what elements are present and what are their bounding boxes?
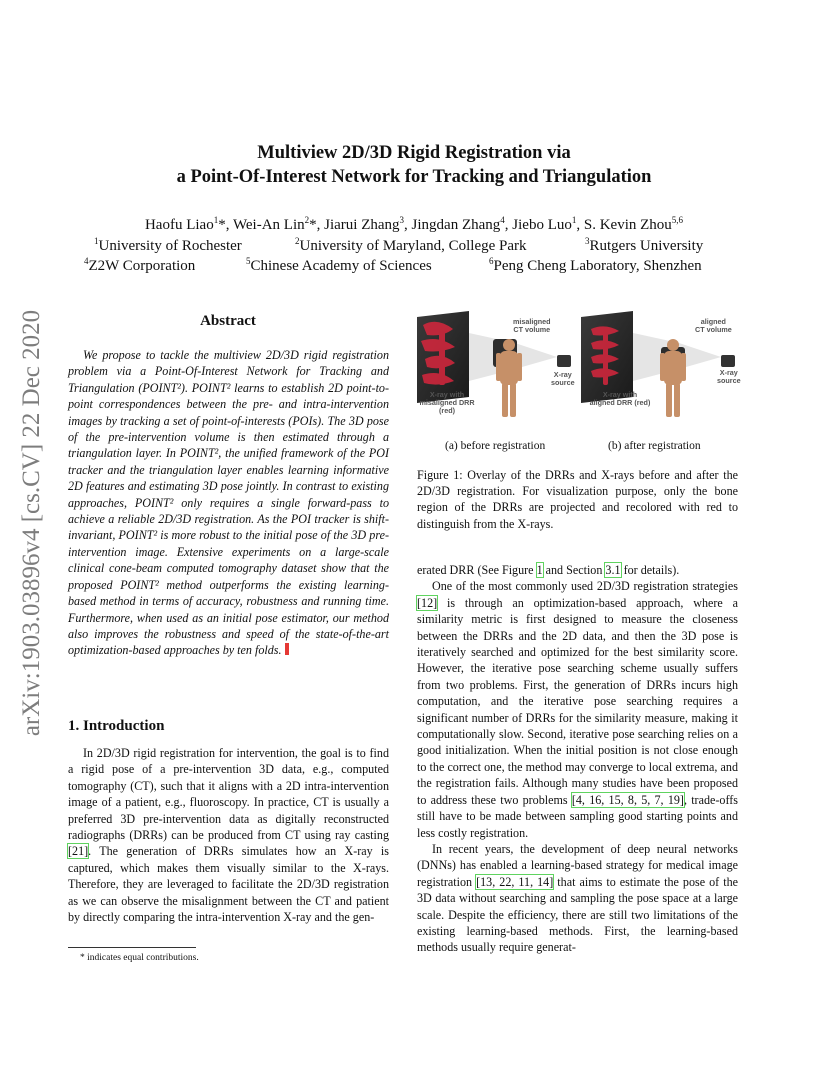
footnote: * indicates equal contributions. [80,953,199,963]
intro-paragraph: In 2D/3D rigid registration for intervention, the goal is to find a rigid pose of a pre-intervention 3D data, e.g., computed tomography (CT), such that it aligns with a 2D intra-intervention image of a patient, e.g., fluoroscopy. In practice, CT is usually a preferred 3D pre-intervention data as digitally reconstructed radiographs (DRRs) can be produced from CT using ray casting [21]. The generation of DRRs simulates how an X-ray is captured, which makes them visually similar to the X-rays. Therefore, they are leveraged to facilitate the 2D/3D registration as we can observe the misalignment between the CT and patient by directly comparing the intra-intervention X-ray and the gen- [68,746,389,925]
paper-title [0,141,828,189]
citation-link[interactable]: [21] [68,844,89,859]
affiliation: $^5$Chinese Academy of Sciences [246,256,432,274]
footnote-rule [68,947,196,948]
source-label: X-ray source [551,370,575,387]
author-list [0,216,828,236]
abstract-body [68,347,389,659]
xray-source [721,355,735,367]
affiliation: $^4$Z2W Corporation [84,256,196,274]
affiliation: $^6$Peng Cheng Laboratory, Shenzhen [489,256,702,274]
citation-link[interactable]: [12] [417,595,438,610]
affiliation: $^3$Rutgers University [585,236,704,254]
volume-label: aligned CT volume [695,317,732,334]
arxiv-stamp-text: arXiv:1903.03896v4 [cs.CV] 22 Dec 2020 [18,309,45,736]
drr-label: X-ray with misaligned DRR (red) [419,390,475,415]
body-paragraph: In recent years, the development of deep neural networks (DNNs) has enabled a learning-based strategy for medical image registration [13, 22, 11, 14] that aims to estimate the pose of the 3D data without searching and sampling the pose space at a large scale. Despite the efficiency, there are still two limitations of the existing learning-based methods. First, the learning-based methods usually require generat- [417,841,738,955]
citation-link[interactable]: [13, 22, 11, 14] [476,874,554,889]
author: Jingdan Zhang$^4$, [411,215,513,233]
affiliation: $^2$University of Maryland, College Park [295,236,527,254]
subfigure-caption-a: (a) before registration [445,440,546,452]
author: Haofu Liao$^1$*, [144,215,233,233]
continued-paragraph: erated DRR (See Figure 1 and Section 3.1 for details). [417,563,680,577]
volume-label: misaligned CT volume [513,317,551,334]
section-ref-link[interactable]: 3.1 [605,563,621,577]
affiliation: $^1$University of Rochester [94,236,242,254]
body-paragraph: One of the most commonly used 2D/3D registration strategies [12] is through an optimization-based approach, where a similarity metric is first designed to measure the closeness between the DRRs and the 2D data, and then the 3D pose is iteratively searched and optimized for the best similarity score. However, the iterative pose searching scheme usually suffers from two problems. First, the generation of DRRs incurs high computation, and the iterative pose searching requires a significant number of DRRs for the similarity measure, making it computationally slow. Second, iterative pose searching relies on a good initialization. When the initial position is not close enough to the correct one, the method may converge to local extrema, and the registration fails. Although many studies have been proposed to address these two problems [4, 16, 15, 8, 5, 7, 19], trade-offs still have to be made between sampling good starting points and less costly registration. [417,579,738,840]
figure-1 [417,311,743,457]
figure-1a-illustration [417,311,579,423]
subfigure-caption-b: (b) after registration [608,440,701,452]
title-line-2: a Point-Of-Interest Network for Tracking and Triangulation [176,167,652,187]
figure-ref-link[interactable]: 1 [536,563,543,577]
author: Wei-An Lin$^2$*, [232,215,325,233]
abstract-heading: Abstract [200,313,256,329]
bookmark-marker [285,643,289,655]
figure-1b-illustration [581,311,743,423]
title-line-1: Multiview 2D/3D Rigid Registration via [257,143,571,163]
intro-body [68,745,389,925]
right-column-body [417,562,738,956]
source-label: X-ray source [717,368,741,385]
author: Jiebo Luo$^1$, [512,215,584,233]
section-heading-introduction: 1. Introduction [68,718,165,734]
arxiv-stamp [8,290,56,755]
author-names [0,216,828,236]
xray-source [557,355,571,367]
author: S. Kevin Zhou$^{5,6}$ [583,215,684,233]
abstract-text: We propose to tackle the multiview 2D/3D rigid registration problem via a Point-Of-Interest Network for Tracking and Triangulation (POINT²). POINT² learns to establish 2D point-to-point correspondences between the pre- and intra-intervention images by tracking a set of point-of-interests (POIs). The 3D pose of the pre-intervention volume is then estimated through a triangulation layer. In POINT², the unified framework of the POI tracker and the triangulation layer enables learning informative 2D features and estimating 3D pose jointly. In contrast to existing approaches, POINT² only requires a single forward-pass to achieve a reliable 2D/3D registration. As the POI tracker is shift-invariant, POINT² is more robust to the initial pose of the 3D pre-intervention image. Extensive experiments on a large-scale clinical cone-beam computed tomography dataset show that the proposed POINT² method outperforms the existing learning-based method in terms of accuracy, robustness and running time. Furthermore, when used as an initial pose estimator, our method also improves the robustness and speed of the state-of-the-art optimization-based approaches by ten folds. [68,348,389,658]
drr-label: X-ray with aligned DRR (red) [589,390,651,407]
figure-1-caption: Figure 1: Overlay of the DRRs and X-rays before and after the 2D/3D registration. For visualization purpose, only the bone region of the DRRs are projected and recolored with red to distinguish from the X-rays. [417,468,738,531]
author: Jiarui Zhang$^3$, [324,215,412,233]
citation-link[interactable]: [4, 16, 15, 8, 5, 7, 19] [571,792,684,807]
